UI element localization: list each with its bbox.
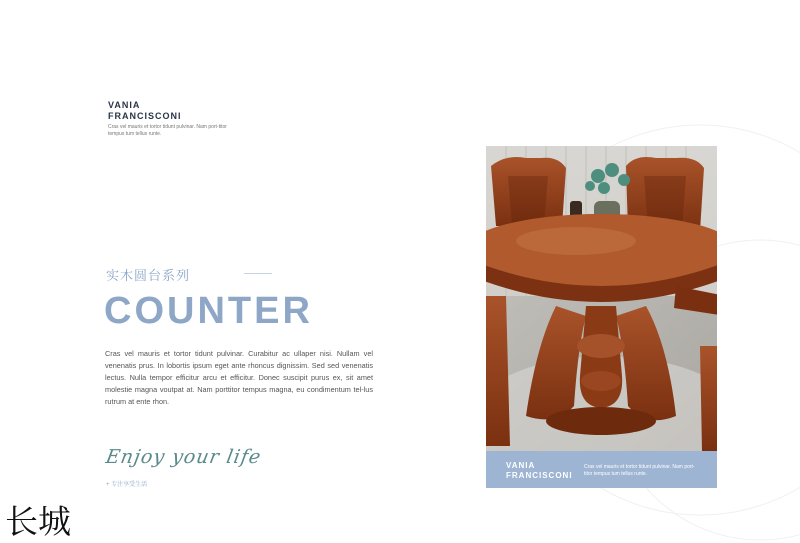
watermark: 长城 (5, 503, 71, 540)
photo-caption (486, 451, 717, 488)
script-slogan: Enjoy your life (104, 446, 264, 468)
brand-line-1: VANIA (108, 100, 141, 110)
caption-text: Cras vel mauris et tortor tidunt pulvinar. Nam port-titor tempus tum tellus runte. (584, 464, 695, 477)
dining-table-illustration (486, 146, 717, 488)
brand-tagline: Cras vel mauris et tortor tidunt pulvinar. Nam port-titor tempus tum tellus runte. (108, 124, 227, 137)
page-title: COUNTER (104, 290, 313, 332)
body-paragraph: Cras vel mauris et tortor tidunt pulvinar. Curabitur ac ullaper nisi. Nullam vel venenatis prus. In lobortis ipsum eget ante rhoncus dignissim. Sed sed venenatis lectus. Nulla tempor efficitur arcu et efficitur. Donec suscipit purus ex, sit amet molestie magna voutpat at. Nam porttitor tempus magna, eu condimentum tel-lus rutrum at ente rhon. (105, 349, 373, 406)
caption-brand (506, 461, 573, 481)
series-divider (244, 273, 272, 274)
brand-logo (108, 100, 182, 122)
series-label: 实木圆台系列 (106, 268, 191, 283)
caption-brand-line-1: VANIA (506, 461, 536, 470)
product-photo (486, 146, 717, 488)
slogan-subtitle: + 专注享受生活 (106, 482, 148, 488)
brand-line-2: FRANCISCONI (108, 111, 182, 121)
caption-brand-line-2: FRANCISCONI (506, 471, 573, 480)
